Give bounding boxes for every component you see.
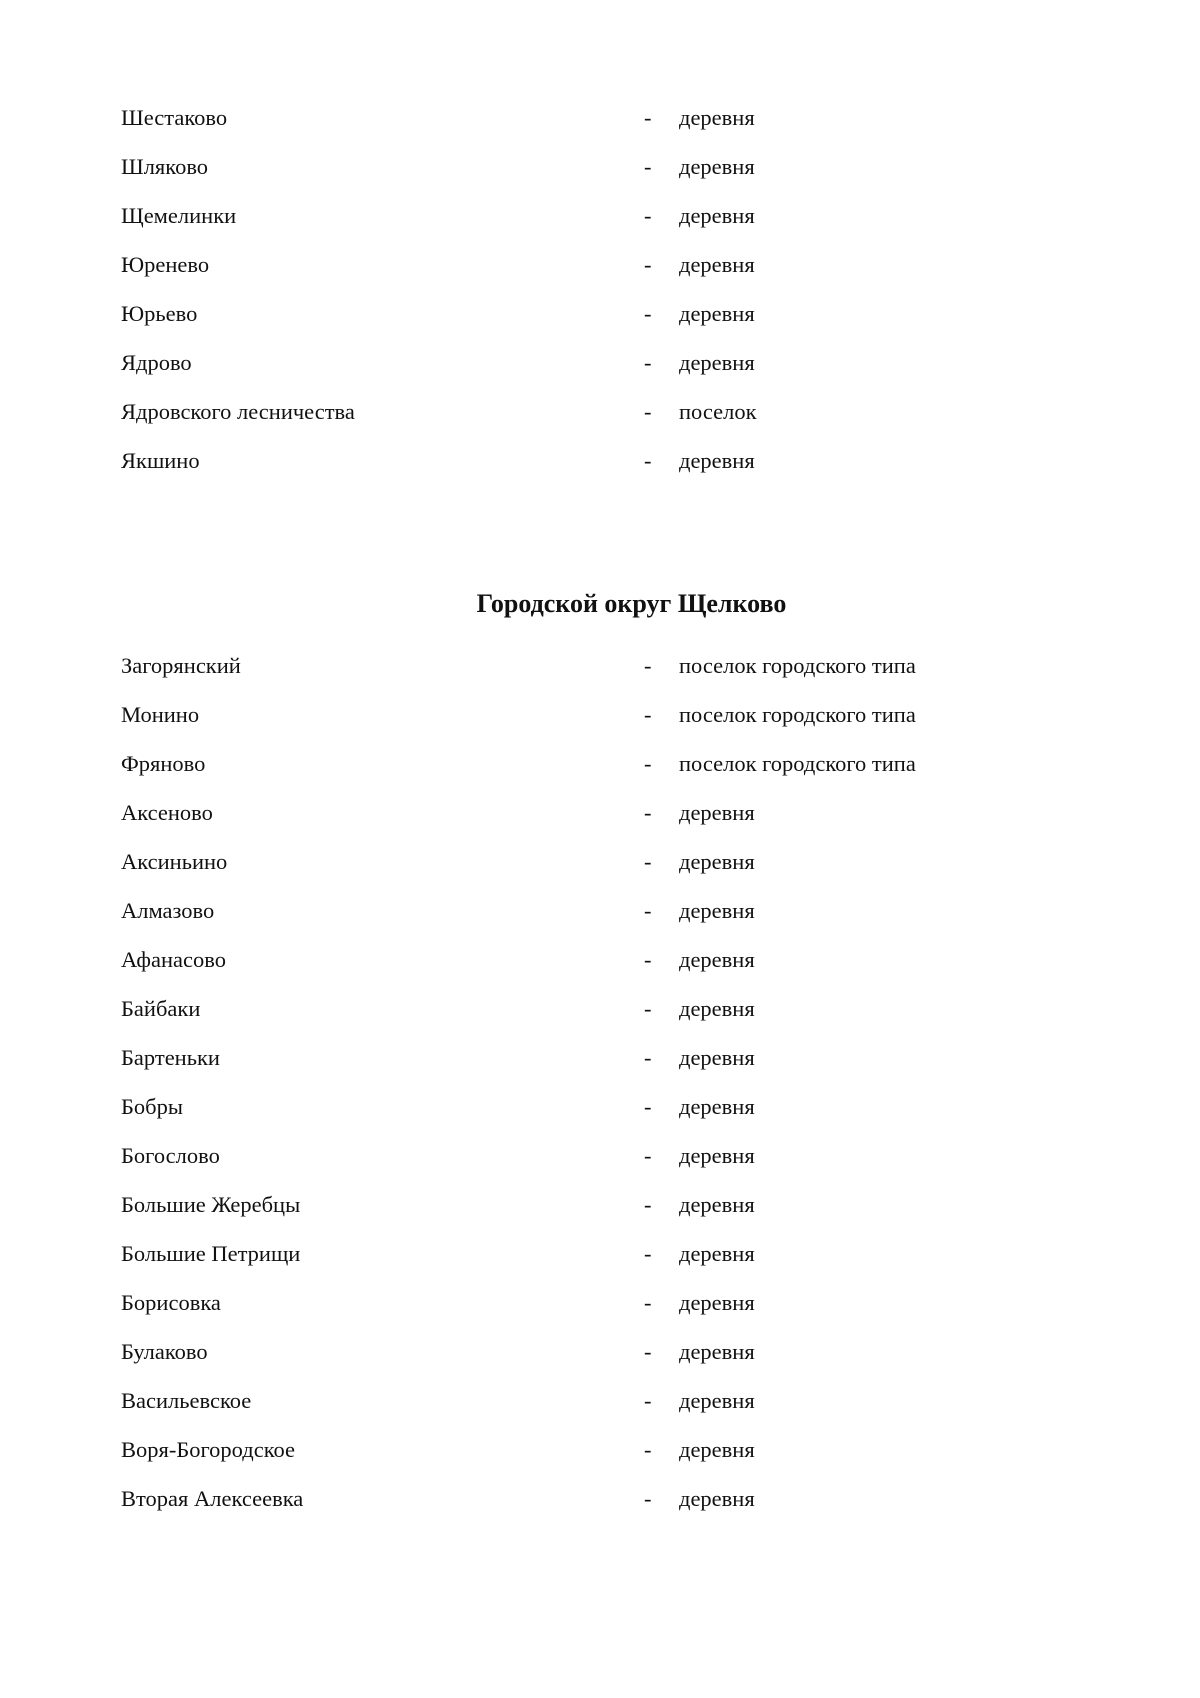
settlement-type: поселок городского типа (679, 702, 916, 727)
list-item (0, 401, 1200, 450)
settlement-list-shchelkovo (0, 655, 1200, 1537)
separator-dash: - (644, 751, 652, 776)
separator-dash: - (644, 947, 652, 972)
settlement-type: деревня (679, 1045, 755, 1070)
separator-dash: - (644, 1388, 652, 1413)
separator-dash: - (644, 1339, 652, 1364)
settlement-type: деревня (679, 301, 755, 326)
settlement-type: деревня (679, 448, 755, 473)
list-item (0, 1390, 1200, 1439)
settlement-type: деревня (679, 947, 755, 972)
settlement-name: Загорянский (121, 653, 241, 678)
settlement-name: Вторая Алексеевка (121, 1486, 304, 1511)
section-heading: Городской округ Щелково (476, 589, 787, 618)
separator-dash: - (644, 800, 652, 825)
settlement-type: деревня (679, 800, 755, 825)
settlement-name: Бобры (121, 1094, 183, 1119)
settlement-type: деревня (679, 1094, 755, 1119)
settlement-name: Байбаки (121, 996, 201, 1021)
separator-dash: - (644, 1437, 652, 1462)
list-item (0, 1096, 1200, 1145)
list-item (0, 1488, 1200, 1537)
separator-dash: - (644, 154, 652, 179)
list-item (0, 107, 1200, 156)
list-item (0, 450, 1200, 499)
separator-dash: - (644, 1143, 652, 1168)
settlement-name: Монино (121, 702, 200, 727)
list-item (0, 851, 1200, 900)
settlement-type: деревня (679, 1388, 755, 1413)
settlement-name: Шестаково (121, 105, 228, 130)
settlement-type: деревня (679, 1290, 755, 1315)
settlement-type: поселок городского типа (679, 653, 916, 678)
settlement-type: деревня (679, 1192, 755, 1217)
settlement-type: деревня (679, 1437, 755, 1462)
separator-dash: - (644, 448, 652, 473)
list-item (0, 1194, 1200, 1243)
separator-dash: - (644, 1241, 652, 1266)
settlement-name: Аксиньино (121, 849, 228, 874)
list-item (0, 205, 1200, 254)
settlement-type: деревня (679, 1143, 755, 1168)
list-item (0, 655, 1200, 704)
list-item (0, 753, 1200, 802)
list-item (0, 704, 1200, 753)
settlement-name: Афанасово (121, 947, 226, 972)
settlement-type: деревня (679, 1241, 755, 1266)
list-item (0, 802, 1200, 851)
separator-dash: - (644, 898, 652, 923)
list-item (0, 1341, 1200, 1390)
list-item (0, 352, 1200, 401)
settlement-name: Юренево (121, 252, 210, 277)
settlement-type: деревня (679, 154, 755, 179)
settlement-name: Шляково (121, 154, 209, 179)
separator-dash: - (644, 1094, 652, 1119)
separator-dash: - (644, 1045, 652, 1070)
separator-dash: - (644, 996, 652, 1021)
settlement-name: Фряново (121, 751, 206, 776)
settlement-name: Богослово (121, 1143, 220, 1168)
list-item (0, 1145, 1200, 1194)
settlement-name: Борисовка (121, 1290, 221, 1315)
settlement-name: Большие Петрищи (121, 1241, 301, 1266)
settlement-name: Васильевское (121, 1388, 252, 1413)
settlement-type: деревня (679, 898, 755, 923)
settlement-list-previous (0, 107, 1200, 499)
list-item (0, 156, 1200, 205)
list-item (0, 1243, 1200, 1292)
settlement-type: деревня (679, 350, 755, 375)
settlement-name: Булаково (121, 1339, 208, 1364)
settlement-type: поселок (679, 399, 757, 424)
separator-dash: - (644, 653, 652, 678)
list-item (0, 1292, 1200, 1341)
separator-dash: - (644, 849, 652, 874)
settlement-type: деревня (679, 203, 755, 228)
settlement-name: Аксеново (121, 800, 213, 825)
separator-dash: - (644, 105, 652, 130)
settlement-type: деревня (679, 105, 755, 130)
separator-dash: - (644, 702, 652, 727)
settlement-name: Щемелинки (121, 203, 237, 228)
separator-dash: - (644, 203, 652, 228)
separator-dash: - (644, 252, 652, 277)
separator-dash: - (644, 1192, 652, 1217)
list-item (0, 900, 1200, 949)
settlement-type: деревня (679, 252, 755, 277)
settlement-name: Бартеньки (121, 1045, 220, 1070)
separator-dash: - (644, 350, 652, 375)
settlement-type: поселок городского типа (679, 751, 916, 776)
separator-dash: - (644, 1290, 652, 1315)
list-item (0, 1439, 1200, 1488)
settlement-name: Юрьево (121, 301, 198, 326)
list-item (0, 303, 1200, 352)
separator-dash: - (644, 1486, 652, 1511)
list-item (0, 1047, 1200, 1096)
list-item (0, 998, 1200, 1047)
settlement-name: Алмазово (121, 898, 215, 923)
settlement-name: Ядрово (121, 350, 192, 375)
settlement-name: Воря-Богородское (121, 1437, 296, 1462)
separator-dash: - (644, 301, 652, 326)
settlement-type: деревня (679, 849, 755, 874)
list-item (0, 254, 1200, 303)
settlement-type: деревня (679, 1339, 755, 1364)
settlement-name: Большие Жеребцы (121, 1192, 301, 1217)
separator-dash: - (644, 399, 652, 424)
settlement-type: деревня (679, 1486, 755, 1511)
settlement-name: Якшино (121, 448, 200, 473)
settlement-type: деревня (679, 996, 755, 1021)
settlement-name: Ядровского лесничества (121, 399, 355, 424)
list-item (0, 949, 1200, 998)
